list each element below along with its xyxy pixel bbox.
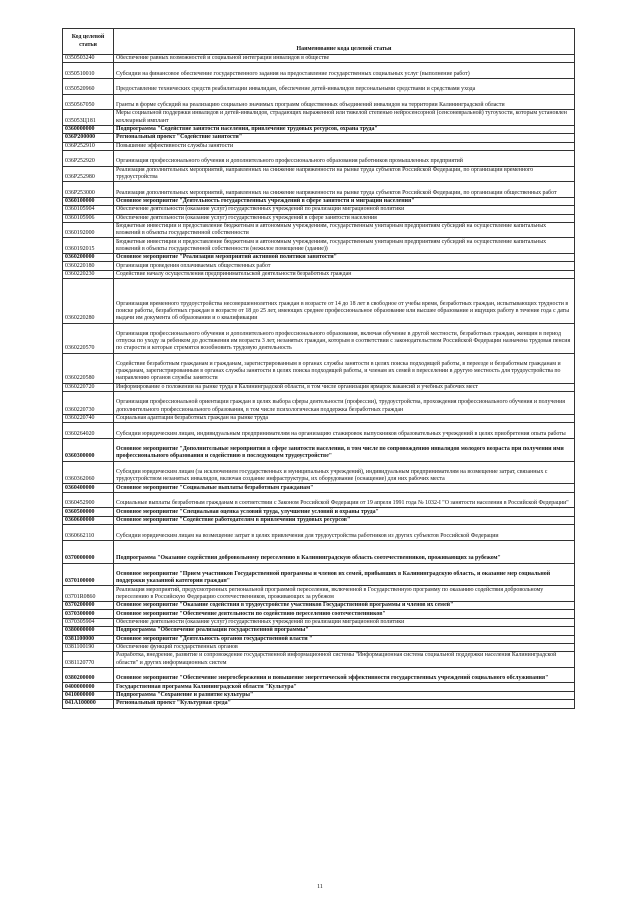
row-code: 036P200000: [63, 134, 114, 142]
row-name: Разработка, внедрение, развитие и сопровождение государственной информационной системы "Информационная система социальной поддержки населения Калининградской области" и других информационных систем: [114, 652, 575, 668]
row-name: Реализация мероприятий, предусмотренных региональной программой переселения, включенной в Государственную программу по оказанию содействия добровольному переселению в Российскую Федерацию соотечественников, проживающих за рубежом: [114, 586, 575, 602]
table-row: [63, 262, 575, 270]
row-code: 0350510010: [63, 63, 114, 79]
row-code: 0410000000: [63, 691, 114, 699]
row-name: Содействие безработным гражданам и гражданам, зарегистрированным в органах службы занятости в целях поиска подходящей работы, в переезде и безработным гражданам и гражданам, зарегистрированным в органах службы занятости в целях поиска подходящей работы, и членам их семей в переселении в другую местность для трудоустройства по направлению органов службы занятости: [114, 353, 575, 383]
table-row: [63, 652, 575, 668]
row-code: 035053Ц181: [63, 110, 114, 126]
row-name: Бюджетные инвестиции и предоставление бюджетным и автономным учреждениям, государственным унитарным предприятиям субсидий на осуществление капитальных вложений в объекты государственной собственности: [114, 222, 575, 238]
table-row: [63, 423, 575, 439]
row-name: Обеспечение деятельности (оказание услуг) государственных учреждений в сфере занятости населения: [114, 214, 575, 222]
table-row: [63, 279, 575, 323]
table-row: [63, 78, 575, 94]
row-name: Основное мероприятие "Деятельность государственных учреждений в сфере занятости и миграции населения": [114, 197, 575, 205]
row-code: 0381100000: [63, 635, 114, 643]
header-code: Код целевой статьи: [63, 29, 114, 55]
table-row: [63, 414, 575, 422]
row-code: 0360192015: [63, 238, 114, 254]
row-code: 036P252980: [63, 166, 114, 182]
row-name: Обеспечение функций государственных органов: [114, 643, 575, 651]
table-header-row: [63, 29, 575, 55]
table-row: [63, 492, 575, 508]
table-row: [63, 238, 575, 254]
row-code: 0360105906: [63, 214, 114, 222]
row-name: Региональный проект "Содействие занятости": [114, 134, 575, 142]
table-row: [63, 55, 575, 63]
row-code: 0360000000: [63, 125, 114, 133]
table-row: [63, 643, 575, 651]
table-row: [63, 516, 575, 524]
row-code: 0350503240: [63, 55, 114, 63]
table-row: [63, 125, 575, 133]
row-code: 0360362060: [63, 461, 114, 484]
target-article-codes-table: [62, 28, 575, 709]
table-row: [63, 214, 575, 222]
row-code: 0370200000: [63, 601, 114, 609]
table-row: [63, 691, 575, 699]
table-row: [63, 94, 575, 110]
row-name: Гранты в форме субсидий на реализацию социально значимых программ общественных объединений инвалидов на территории Калининградской области: [114, 94, 575, 110]
row-name: Основное мероприятие "Дополнительные мероприятия в сфере занятости населения, в том числе по сопровождению инвалидов молодого возраста при получении ими профессионального образования и содействию в последующем трудоустройстве": [114, 438, 575, 461]
row-name: Содействие началу осуществления предпринимательской деятельности безработных граждан: [114, 270, 575, 278]
table-row: [63, 353, 575, 383]
table-row: [63, 508, 575, 516]
row-code: 0360220740: [63, 414, 114, 422]
table-row: [63, 63, 575, 79]
row-code: 0360452900: [63, 492, 114, 508]
row-name: Подпрограмма "Содействие занятости населения, привлечение трудовых ресурсов, охрана труда": [114, 125, 575, 133]
row-code: 0380000000: [63, 627, 114, 635]
row-code: 0360100000: [63, 197, 114, 205]
row-name: Реализация дополнительных мероприятий, направленных на снижение напряженности на рынке труда субъектов Российской Федерации, по организации общественных работ: [114, 182, 575, 198]
table-row: [63, 667, 575, 683]
row-name: Субсидии юридическим лицам на возмещение затрат в целях привлечения для трудоустройства работников из других субъектов Российской Федерации: [114, 525, 575, 541]
table-row: [63, 610, 575, 618]
row-name: Бюджетные инвестиции и предоставление бюджетным и автономным учреждениям, государственным унитарным предприятиям субсидий на осуществление капитальных вложений в объекты государственной собственности (нежилое помещение (здание)): [114, 238, 575, 254]
row-code: 0380200000: [63, 667, 114, 683]
table-row: [63, 323, 575, 353]
row-name: Основное мероприятие "Деятельность органов государственной власти ": [114, 635, 575, 643]
table-row: [63, 254, 575, 262]
table-row: [63, 461, 575, 484]
table-row: [63, 206, 575, 214]
row-code: 0360220280: [63, 279, 114, 323]
row-name: Подпрограмма "Обеспечение реализации государственной программы": [114, 627, 575, 635]
row-code: 0360105904: [63, 206, 114, 214]
table-row: [63, 166, 575, 182]
row-code: 0360220570: [63, 323, 114, 353]
row-code: 0360662110: [63, 525, 114, 541]
table-row: [63, 197, 575, 205]
table-row: [63, 627, 575, 635]
row-name: Региональный проект "Культурная среда": [114, 700, 575, 708]
row-name: Предоставление технических средств реабилитации инвалидам, обеспечение детей-инвалидов персональными средствами и средствами ухода: [114, 78, 575, 94]
table-row: [63, 383, 575, 391]
row-code: 0360500000: [63, 508, 114, 516]
document-page: [62, 28, 574, 709]
row-name: Информирование о положении на рынке труда в Калининградской области, в том числе организация ярмарок вакансий и учебных рабочих мест: [114, 383, 575, 391]
table-row: [63, 270, 575, 278]
table-row: [63, 618, 575, 626]
row-name: Основное мероприятие "Обеспечение энергосбережения и повышение энергетической эффективности государственных учреждений социального обслуживания": [114, 667, 575, 683]
row-code: 036P252910: [63, 142, 114, 150]
row-name: Основное мероприятие "Прием участников Государственной программы и членов их семей, прибывших в Калининградскую область, и оказание мер социальной поддержки указанной категории граждан": [114, 563, 575, 586]
table-row: [63, 222, 575, 238]
table-row: [63, 563, 575, 586]
row-name: Организация временного трудоустройства несовершеннолетних граждан в возрасте от 14 до 18 лет в свободное от учебы время, безработных граждан, испытывающих трудности в поиске работы, безработных граждан в возрасте от 18 до 25 лет, имеющих среднее профессиональное образование или высшее образование и ищущих работу в течение года с даты выдачи им документа об образовании и о квалификации: [114, 279, 575, 323]
row-name: Организация профессионального обучения и дополнительного профессионального образования работников промышленных предприятий: [114, 150, 575, 166]
table-row: [63, 540, 575, 563]
row-code: 0370305904: [63, 618, 114, 626]
row-name: Организация профессионального обучения и дополнительного профессионального образования, включая обучение в другой местности, безработных граждан, женщин в период отпуска по уходу за ребенком до достижения им возраста 3 лет, незанятых граждан, которым в соответствии с законодательством Российской Федерации назначена трудовая пенсия по старости и которые стремятся возобновить трудовую деятельность: [114, 323, 575, 353]
row-code: 0360400000: [63, 484, 114, 492]
row-name: Субсидии на финансовое обеспечение государственного задания на предоставление государственных социальных услуг (выполнение работ): [114, 63, 575, 79]
row-code: 0381120770: [63, 652, 114, 668]
row-name: Основное мероприятие "Реализация мероприятий активной политики занятости": [114, 254, 575, 262]
table-row: [63, 635, 575, 643]
row-code: 0360220730: [63, 392, 114, 415]
row-name: Основное мероприятие "Социальные выплаты безработным гражданам": [114, 484, 575, 492]
row-name: Основное мероприятие "Содействие работодателям в привлечении трудовых ресурсов": [114, 516, 575, 524]
table-row: [63, 110, 575, 126]
table-body: [63, 55, 575, 709]
row-code: 0360200000: [63, 254, 114, 262]
row-name: Организация профессиональной ориентации граждан в целях выбора сферы деятельности (профессии), трудоустройства, прохождения профессионального обучения и получения дополнительного профессионального образования, в том числе психологическая поддержка безработных граждан: [114, 392, 575, 415]
row-name: Государственная программа Калининградской области "Культура": [114, 683, 575, 691]
row-code: 03701R0860: [63, 586, 114, 602]
row-name: Основное мероприятие "Обеспечение деятельности по содействию переселению соотечественников": [114, 610, 575, 618]
row-code: 0400000000: [63, 683, 114, 691]
row-code: 0360600000: [63, 516, 114, 524]
row-name: Обеспечение деятельности (оказание услуг) государственных учреждений по реализации миграционной политики: [114, 618, 575, 626]
row-code: 0350567050: [63, 94, 114, 110]
table-row: [63, 683, 575, 691]
row-name: Меры социальной поддержки инвалидов и детей-инвалидов, страдающих выраженной или тяжелой степенью нейросенсорной (сенсоневральной) тугоухости, которым установлен кохлеарный имплант: [114, 110, 575, 126]
row-code: 0360220720: [63, 383, 114, 391]
table-row: [63, 586, 575, 602]
row-name: Реализация дополнительных мероприятий, направленных на снижение напряженности на рынке труда субъектов Российской Федерации, по организации временного трудоустройства: [114, 166, 575, 182]
row-code: 036P252920: [63, 150, 114, 166]
row-code: 0360300000: [63, 438, 114, 461]
row-code: 0370000000: [63, 540, 114, 563]
table-row: [63, 150, 575, 166]
row-name: Социальная адаптация безработных граждан на рынке труда: [114, 414, 575, 422]
row-code: 0370100000: [63, 563, 114, 586]
row-name: Основное мероприятие "Оказание содействия в трудоустройстве участников Государственной программы и членов их семей": [114, 601, 575, 609]
page-number: 11: [317, 884, 323, 890]
row-name: Подпрограмма "Оказание содействия добровольному переселению в Калининградскую область соотечественников, проживающих за рубежом": [114, 540, 575, 563]
row-code: 0370300000: [63, 610, 114, 618]
row-code: 041A100000: [63, 700, 114, 708]
table-row: [63, 525, 575, 541]
row-name: Основное мероприятие "Специальная оценка условий труда, улучшение условий и охраны труда": [114, 508, 575, 516]
row-code: 0360220580: [63, 353, 114, 383]
table-row: [63, 484, 575, 492]
row-name: Социальные выплаты безработным гражданам в соответствии с Законом Российской Федерации от 19 апреля 1991 года № 1032-I "О занятости населения в Российской Федерации": [114, 492, 575, 508]
table-row: [63, 142, 575, 150]
table-row: [63, 700, 575, 708]
row-name: Повышение эффективности службы занятости: [114, 142, 575, 150]
header-name: Наименование кода целевой статьи: [114, 29, 575, 55]
row-code: 0360264020: [63, 423, 114, 439]
row-code: 0360220180: [63, 262, 114, 270]
row-code: 0360220230: [63, 270, 114, 278]
table-row: [63, 601, 575, 609]
row-code: 0381100190: [63, 643, 114, 651]
table-row: [63, 392, 575, 415]
table-row: [63, 438, 575, 461]
table-row: [63, 134, 575, 142]
row-name: Обеспечение равных возможностей и социальной интеграции инвалидов в обществе: [114, 55, 575, 63]
row-name: Организация проведения оплачиваемых общественных работ: [114, 262, 575, 270]
row-name: Подпрограмма "Сохранение и развитие культуры": [114, 691, 575, 699]
row-name: Субсидии юридическим лицам, индивидуальным предпринимателям на организацию стажировок выпускников образовательных учреждений в целях приобретения опыта работы: [114, 423, 575, 439]
row-name: Обеспечение деятельности (оказание услуг) государственных учреждений по реализации миграционной политики: [114, 206, 575, 214]
row-name: Субсидии юридическим лицам (за исключением государственных и муниципальных учреждений), индивидуальным предпринимателям на возмещение затрат, связанных с трудоустройством незанятых инвалидов, включая создание инфраструктуры, их оборудование (оснащение) для них рабочих места: [114, 461, 575, 484]
table-row: [63, 182, 575, 198]
row-code: 0350520960: [63, 78, 114, 94]
row-code: 036P253000: [63, 182, 114, 198]
row-code: 0360192000: [63, 222, 114, 238]
